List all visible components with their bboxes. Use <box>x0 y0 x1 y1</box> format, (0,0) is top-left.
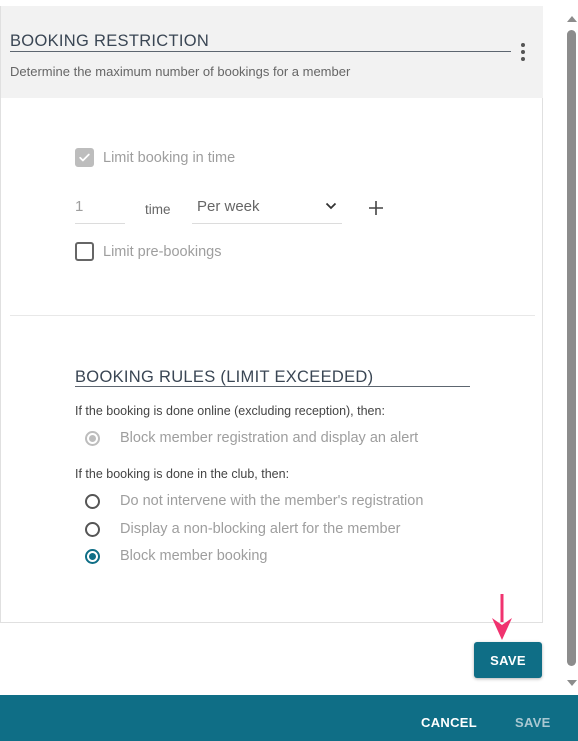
section-title-underline <box>10 51 511 52</box>
check-icon <box>78 151 91 164</box>
online-option-label: Block member registration and display an alert <box>120 430 419 446</box>
club-option-do-not-intervene[interactable] <box>85 493 423 509</box>
limit-prebookings-label: Limit pre-bookings <box>103 243 222 260</box>
limit-prebookings-checkbox-row[interactable] <box>75 242 221 261</box>
cancel-button[interactable]: CANCEL <box>421 715 477 730</box>
time-unit-label: time <box>145 202 171 217</box>
scroll-up-icon[interactable] <box>566 14 578 24</box>
section-description: Determine the maximum number of bookings for a member <box>10 64 351 79</box>
dialog-footer <box>0 695 578 741</box>
club-option-label: Display a non-blocking alert for the member <box>120 521 401 537</box>
quantity-input[interactable]: 1 <box>75 192 125 224</box>
online-option-block-alert[interactable] <box>85 430 418 446</box>
period-select-value: Per week <box>197 198 260 215</box>
club-option-block-booking[interactable] <box>85 548 268 564</box>
card-header <box>1 6 543 98</box>
scrollbar-thumb[interactable] <box>567 30 576 666</box>
booking-rules-title: BOOKING RULES (LIMIT EXCEEDED) <box>75 368 374 386</box>
limit-in-time-checkbox-row[interactable] <box>75 148 235 167</box>
club-option-radio[interactable] <box>85 494 100 509</box>
period-select[interactable] <box>192 192 342 224</box>
club-option-non-blocking-alert[interactable] <box>85 521 400 537</box>
kebab-menu-icon[interactable] <box>513 42 533 62</box>
club-option-radio[interactable] <box>85 522 100 537</box>
club-option-radio[interactable] <box>85 549 100 564</box>
footer-save-button[interactable]: SAVE <box>515 715 551 730</box>
limit-in-time-checkbox[interactable] <box>75 148 94 167</box>
limit-in-time-label: Limit booking in time <box>103 149 236 166</box>
online-condition-text: If the booking is done online (excluding reception), then: <box>75 404 385 418</box>
section-divider <box>10 315 535 316</box>
section-title: BOOKING RESTRICTION <box>10 32 210 50</box>
chevron-down-icon <box>325 202 337 210</box>
save-button[interactable]: SAVE <box>474 642 542 678</box>
club-option-label: Block member booking <box>120 548 268 564</box>
scroll-down-icon[interactable] <box>566 678 578 688</box>
arrow-down-icon <box>489 592 515 642</box>
booking-rules-title-underline <box>75 386 470 387</box>
online-option-radio[interactable] <box>85 431 100 446</box>
add-rule-plus-icon[interactable] <box>367 199 385 217</box>
limit-prebookings-checkbox[interactable] <box>75 242 94 261</box>
club-condition-text: If the booking is done in the club, then: <box>75 467 290 481</box>
club-option-label: Do not intervene with the member's registration <box>120 493 424 509</box>
restriction-card <box>0 6 543 623</box>
